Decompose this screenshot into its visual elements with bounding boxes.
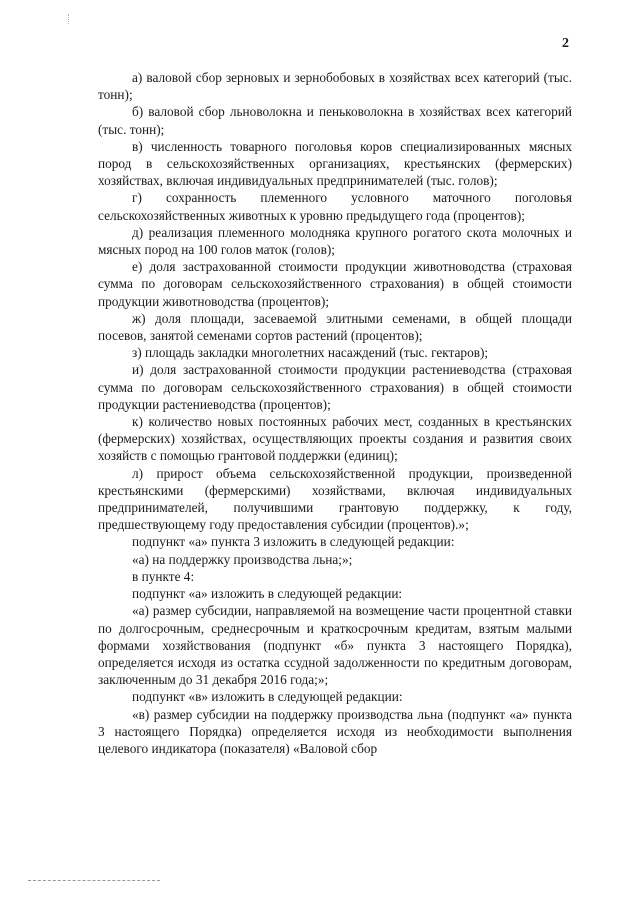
amendment-subpoint-a: подпункт «а» изложить в следующей редакции: — [132, 586, 403, 602]
document-body — [98, 69, 572, 757]
amendment-point-4: в пункте 4: — [132, 568, 195, 584]
paragraph-g: г) сохранность племенного условного маточного поголовья сельскохозяйственных животных к уровню предыдущего года (процентов); — [98, 190, 572, 223]
paragraph-l: л) прирост объема сельскохозяйственной продукции, произведенной крестьянскими (фермерскими) хозяйствами, включая индивидуальных предпринимателей, получившими грантовую поддержку, к году, предшествующему году предоставления субсидии (процентов).»; — [98, 465, 572, 533]
amendment-point-3: подпункт «а» пункта 3 изложить в следующей редакции: — [132, 534, 455, 550]
paragraph-b: б) валовой сбор льноволокна и пеньковолокна в хозяйствах всех категорий (тыс. тонн); — [98, 104, 572, 137]
amendment-subpoint-v-text: «в) размер субсидии на поддержку производства льна (подпункт «а» пункта 3 настоящего Порядка) определяется исходя из необходимости выполнения целевого индикатора (показателя) «Валовой сбор — [98, 706, 572, 756]
page-number: 2 — [562, 36, 569, 51]
paragraph-z: з) площадь закладки многолетних насаждений (тыс. гектаров); — [132, 345, 489, 361]
scan-artifact — [68, 14, 75, 24]
paragraph-k: к) количество новых постоянных рабочих мест, созданных в крестьянских (фермерских) хозяйствах, осуществляющих проекты создания и развития своих хозяйств с помощью грантовой поддержки (единиц); — [98, 414, 572, 464]
paragraph-v: в) численность товарного поголовья коров специализированных мясных пород в сельскохозяйственных организациях, крестьянских (фермерских) хозяйствах, включая индивидуальных предпринимателей (тыс. голов); — [98, 138, 572, 189]
amendment-subpoint-a-text: «а) размер субсидии, направляемой на возмещение части процентной ставки по долгосрочным, среднесрочным и краткосрочным кредитам, взятым малыми формами хозяйствования (подпункт «б» пункта 3 настоящего Порядка), определяется исходя из остатка ссудной задолженности по кредитным договорам, заключенным до 31 декабря 2016 года;»; — [98, 603, 572, 688]
paragraph-d: д) реализация племенного молодняка крупного рогатого скота молочных и мясных пород на 100 голов маток (голов); — [98, 224, 572, 258]
paragraph-e: е) доля застрахованной стоимости продукции животноводства (страховая сумма по договорам сельскохозяйственного страхования) в общей стоимости продукции животноводства (процентов); — [98, 259, 572, 309]
footer-divider — [28, 880, 160, 881]
amendment-point-3-text: «а) на поддержку производства льна;»; — [132, 551, 353, 567]
amendment-subpoint-v: подпункт «в» изложить в следующей редакции: — [132, 689, 403, 705]
paragraph-i: и) доля застрахованной стоимости продукции растениеводства (страховая сумма по договорам сельскохозяйственного страхования) в общей стоимости продукции растениеводства (процентов); — [98, 362, 572, 412]
paragraph-a: а) валовой сбор зерновых и зернобобовых в хозяйствах всех категорий (тыс. тонн); — [98, 70, 572, 103]
paragraph-zh: ж) доля площади, засеваемой элитными семенами, в общей площади посевов, занятой семенами сортов растений (процентов); — [98, 310, 572, 344]
